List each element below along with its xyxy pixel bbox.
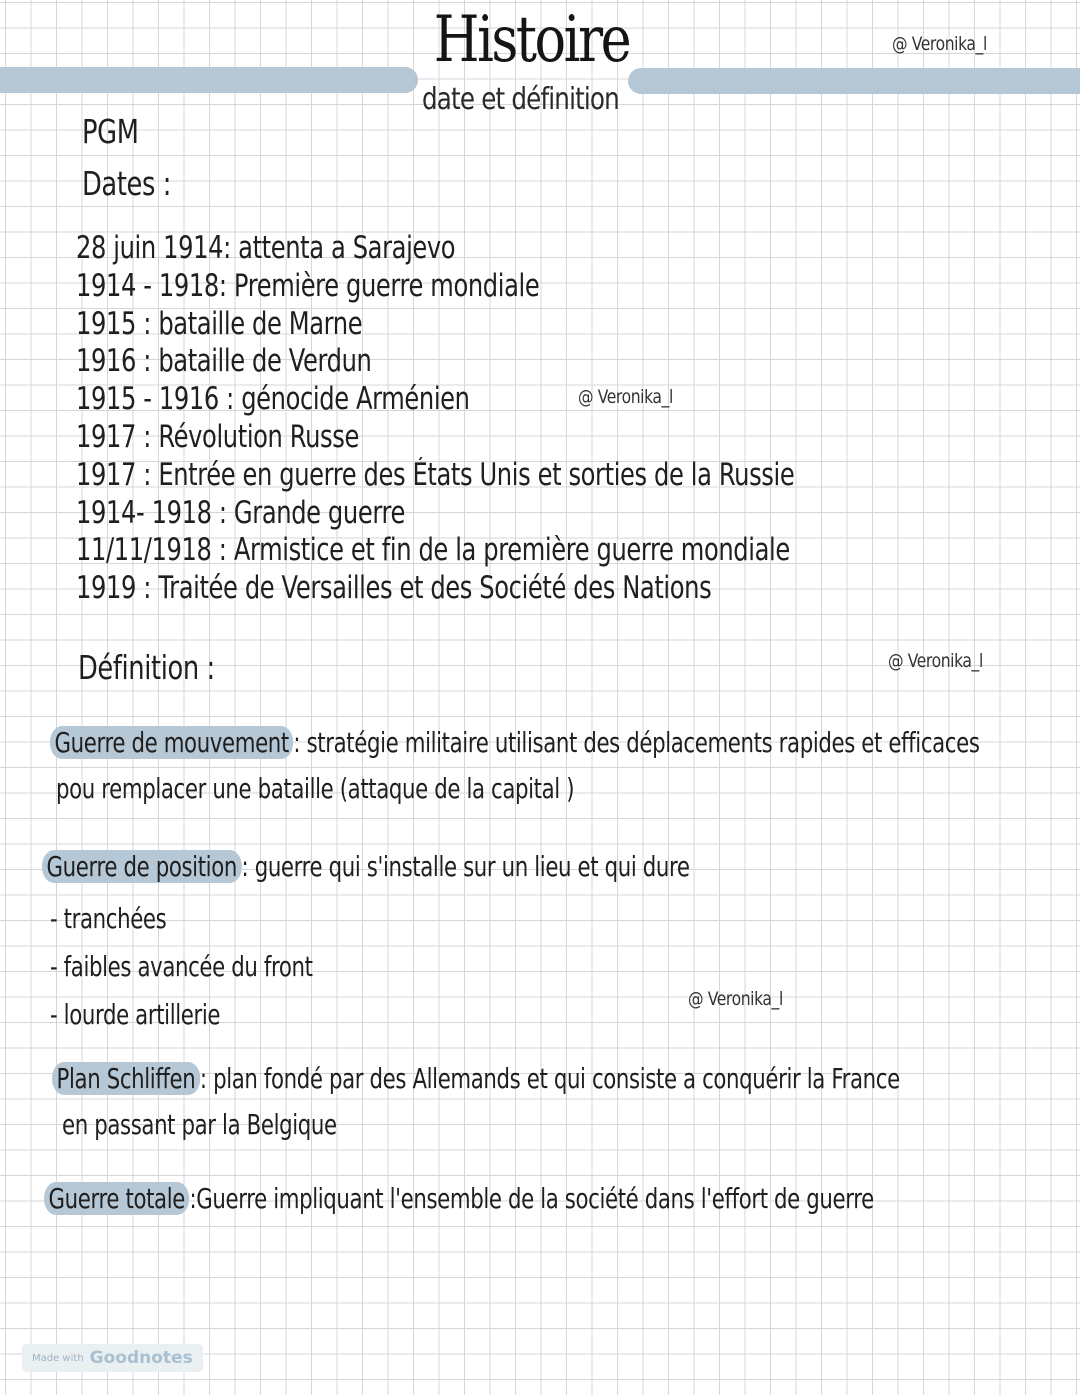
definition-position [42, 850, 690, 883]
made-with-label: Made with [32, 1352, 84, 1364]
term-highlight: Guerre de position [42, 850, 242, 883]
definition-text: : stratégie militaire utilisant des déplacements rapides et efficaces [293, 726, 980, 759]
definition-mouvement-line2: pou remplacer une bataille (attaque de la capital ) [56, 772, 575, 805]
date-item: 1916 : bataille de Verdun [76, 343, 372, 380]
date-item: 11/11/1918 : Armistice et fin de la première guerre mondiale [76, 532, 790, 569]
header-band-right [628, 68, 1080, 94]
date-item: 1915 - 1916 : génocide Arménien [76, 381, 470, 418]
date-item: 1915 : bataille de Marne [76, 305, 363, 342]
bullet-item: - lourde artillerie [50, 998, 221, 1031]
page-title: Histoire [433, 3, 630, 77]
watermark-lower: @ Veronika_l [688, 988, 783, 1010]
term-highlight: Plan Schliffen [52, 1062, 200, 1095]
definition-text: : plan fondé par des Allemands et qui consiste a conquérir la France [199, 1062, 900, 1095]
page-subtitle: date et définition [422, 82, 619, 117]
header-band-left [0, 67, 418, 93]
watermark-definition: @ Veronika_l [888, 650, 983, 672]
definition-schliffen [52, 1062, 900, 1095]
watermark-top: @ Veronika_l [892, 33, 987, 55]
definition-text: :Guerre impliquant l'ensemble de la société dans l'effort de guerre [189, 1182, 874, 1215]
definition-totale [44, 1182, 874, 1215]
date-item: 1917 : Révolution Russe [76, 418, 359, 455]
date-item: 1914- 1918 : Grande guerre [76, 494, 405, 531]
dates-label: Dates : [82, 164, 172, 203]
date-item: 1919 : Traitée de Versailles et des Société des Nations [76, 570, 712, 607]
bullet-item: - faibles avancée du front [50, 950, 313, 983]
definition-label: Définition : [78, 648, 215, 687]
section-title: PGM [82, 112, 139, 151]
definition-text: : guerre qui s'installe sur un lieu et qui dure [241, 850, 690, 883]
term-highlight: Guerre de mouvement [50, 726, 293, 759]
goodnotes-logo: Goodnotes [89, 1348, 193, 1368]
position-bullets [50, 895, 395, 1039]
made-with-badge [22, 1344, 203, 1372]
date-item: 1914 - 1918: Première guerre mondiale [76, 267, 540, 304]
dates-list [76, 230, 997, 608]
watermark-middle: @ Veronika_l [578, 386, 673, 408]
definition-mouvement [50, 726, 980, 759]
bullet-item: - tranchées [50, 902, 167, 935]
date-item: 1917 : Entrée en guerre des États Unis et sorties de la Russie [76, 456, 795, 493]
definition-schliffen-line2: en passant par la Belgique [62, 1108, 337, 1141]
date-item: 28 juin 1914: attenta a Sarajevo [76, 230, 456, 266]
term-highlight: Guerre totale [44, 1182, 190, 1215]
